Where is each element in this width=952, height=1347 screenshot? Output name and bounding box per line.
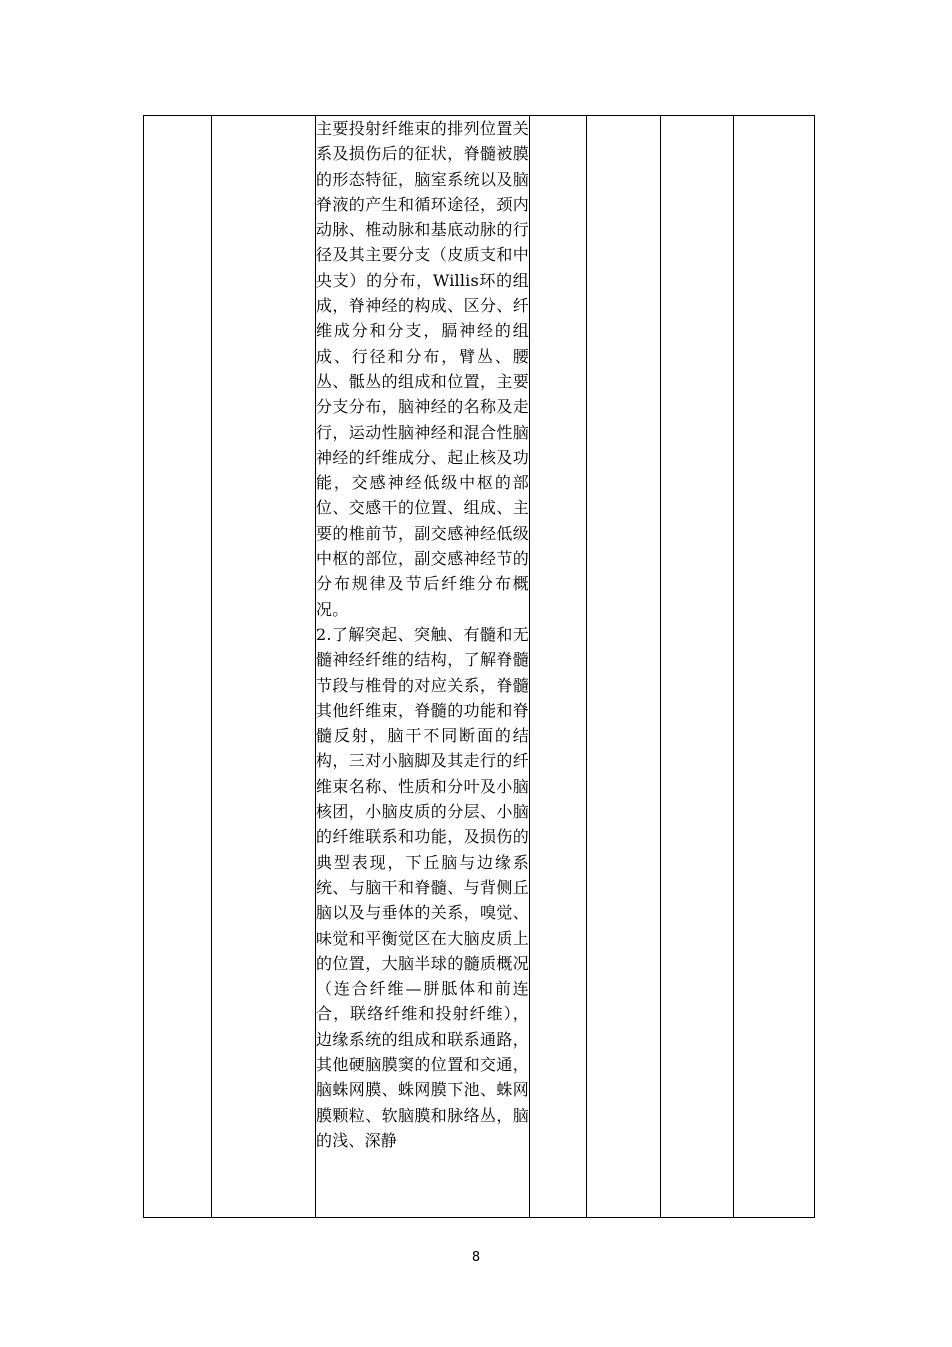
table-cell-col-4 <box>530 116 587 1218</box>
paragraph-understand-content: 2.了解突起、突触、有髓和无髓神经纤维的结构，了解脊髓节段与椎骨的对应关系，脊髓其他纤维束，脊髓的功能和脊髓反射，脑干不同断面的结构，三对小脑脚及其走行的纤维束名称、性质和分叶及小脑核团，小脑皮质的分层、小脑的纤维联系和功能，及损伤的典型表现，下丘脑与边缘系统、与脑干和脊髓、与背侧丘脑以及与垂体的关系，嗅觉、味觉和平衡觉区在大脑皮质上的位置，大脑半球的髓质概况（连合纤维—胼胝体和前连合，联络纤维和投射纤维），边缘系统的组成和联系通路，其他硬脑膜窦的位置和交通，脑蛛网膜、蛛网膜下池、蛛网膜颗粒、软脑膜和脉络丛，脑的浅、深静 <box>316 624 529 1150</box>
table-cell-col-7 <box>734 116 815 1218</box>
paragraph-master-content: 主要投射纤维束的排列位置关系及损伤后的征状，脊髓被膜的形态特征，脑室系统以及脑脊液的产生和循环途径，颈内动脉、椎动脉和基底动脉的行径及其主要分支（皮质支和中央支）的分布，Willis环的组成，脊神经的构成、区分、纤维成分和分支，膈神经的组成、行径和分布，臂丛、腰丛、骶丛的组成和位置，主要分支分布，脑神经的名称及走行，运动性脑神经和混合性脑神经的纤维成分、起止核及功能，交感神经低级中枢的部位、交感干的位置、组成、主要的椎前节，副交感神经低级中枢的部位，副交感神经节的分布规律及节后纤维分布概况。 <box>316 119 529 619</box>
table-cell-col-6 <box>661 116 734 1218</box>
page-number: 8 <box>471 1250 481 1265</box>
learning-objectives-text <box>316 116 529 1153</box>
syllabus-table <box>143 115 815 1218</box>
table-cell-col-5 <box>587 116 661 1218</box>
table-cell-content <box>316 116 530 1218</box>
table-cell-col-2 <box>212 116 316 1218</box>
table-row <box>144 116 815 1218</box>
table-cell-col-1 <box>144 116 212 1218</box>
